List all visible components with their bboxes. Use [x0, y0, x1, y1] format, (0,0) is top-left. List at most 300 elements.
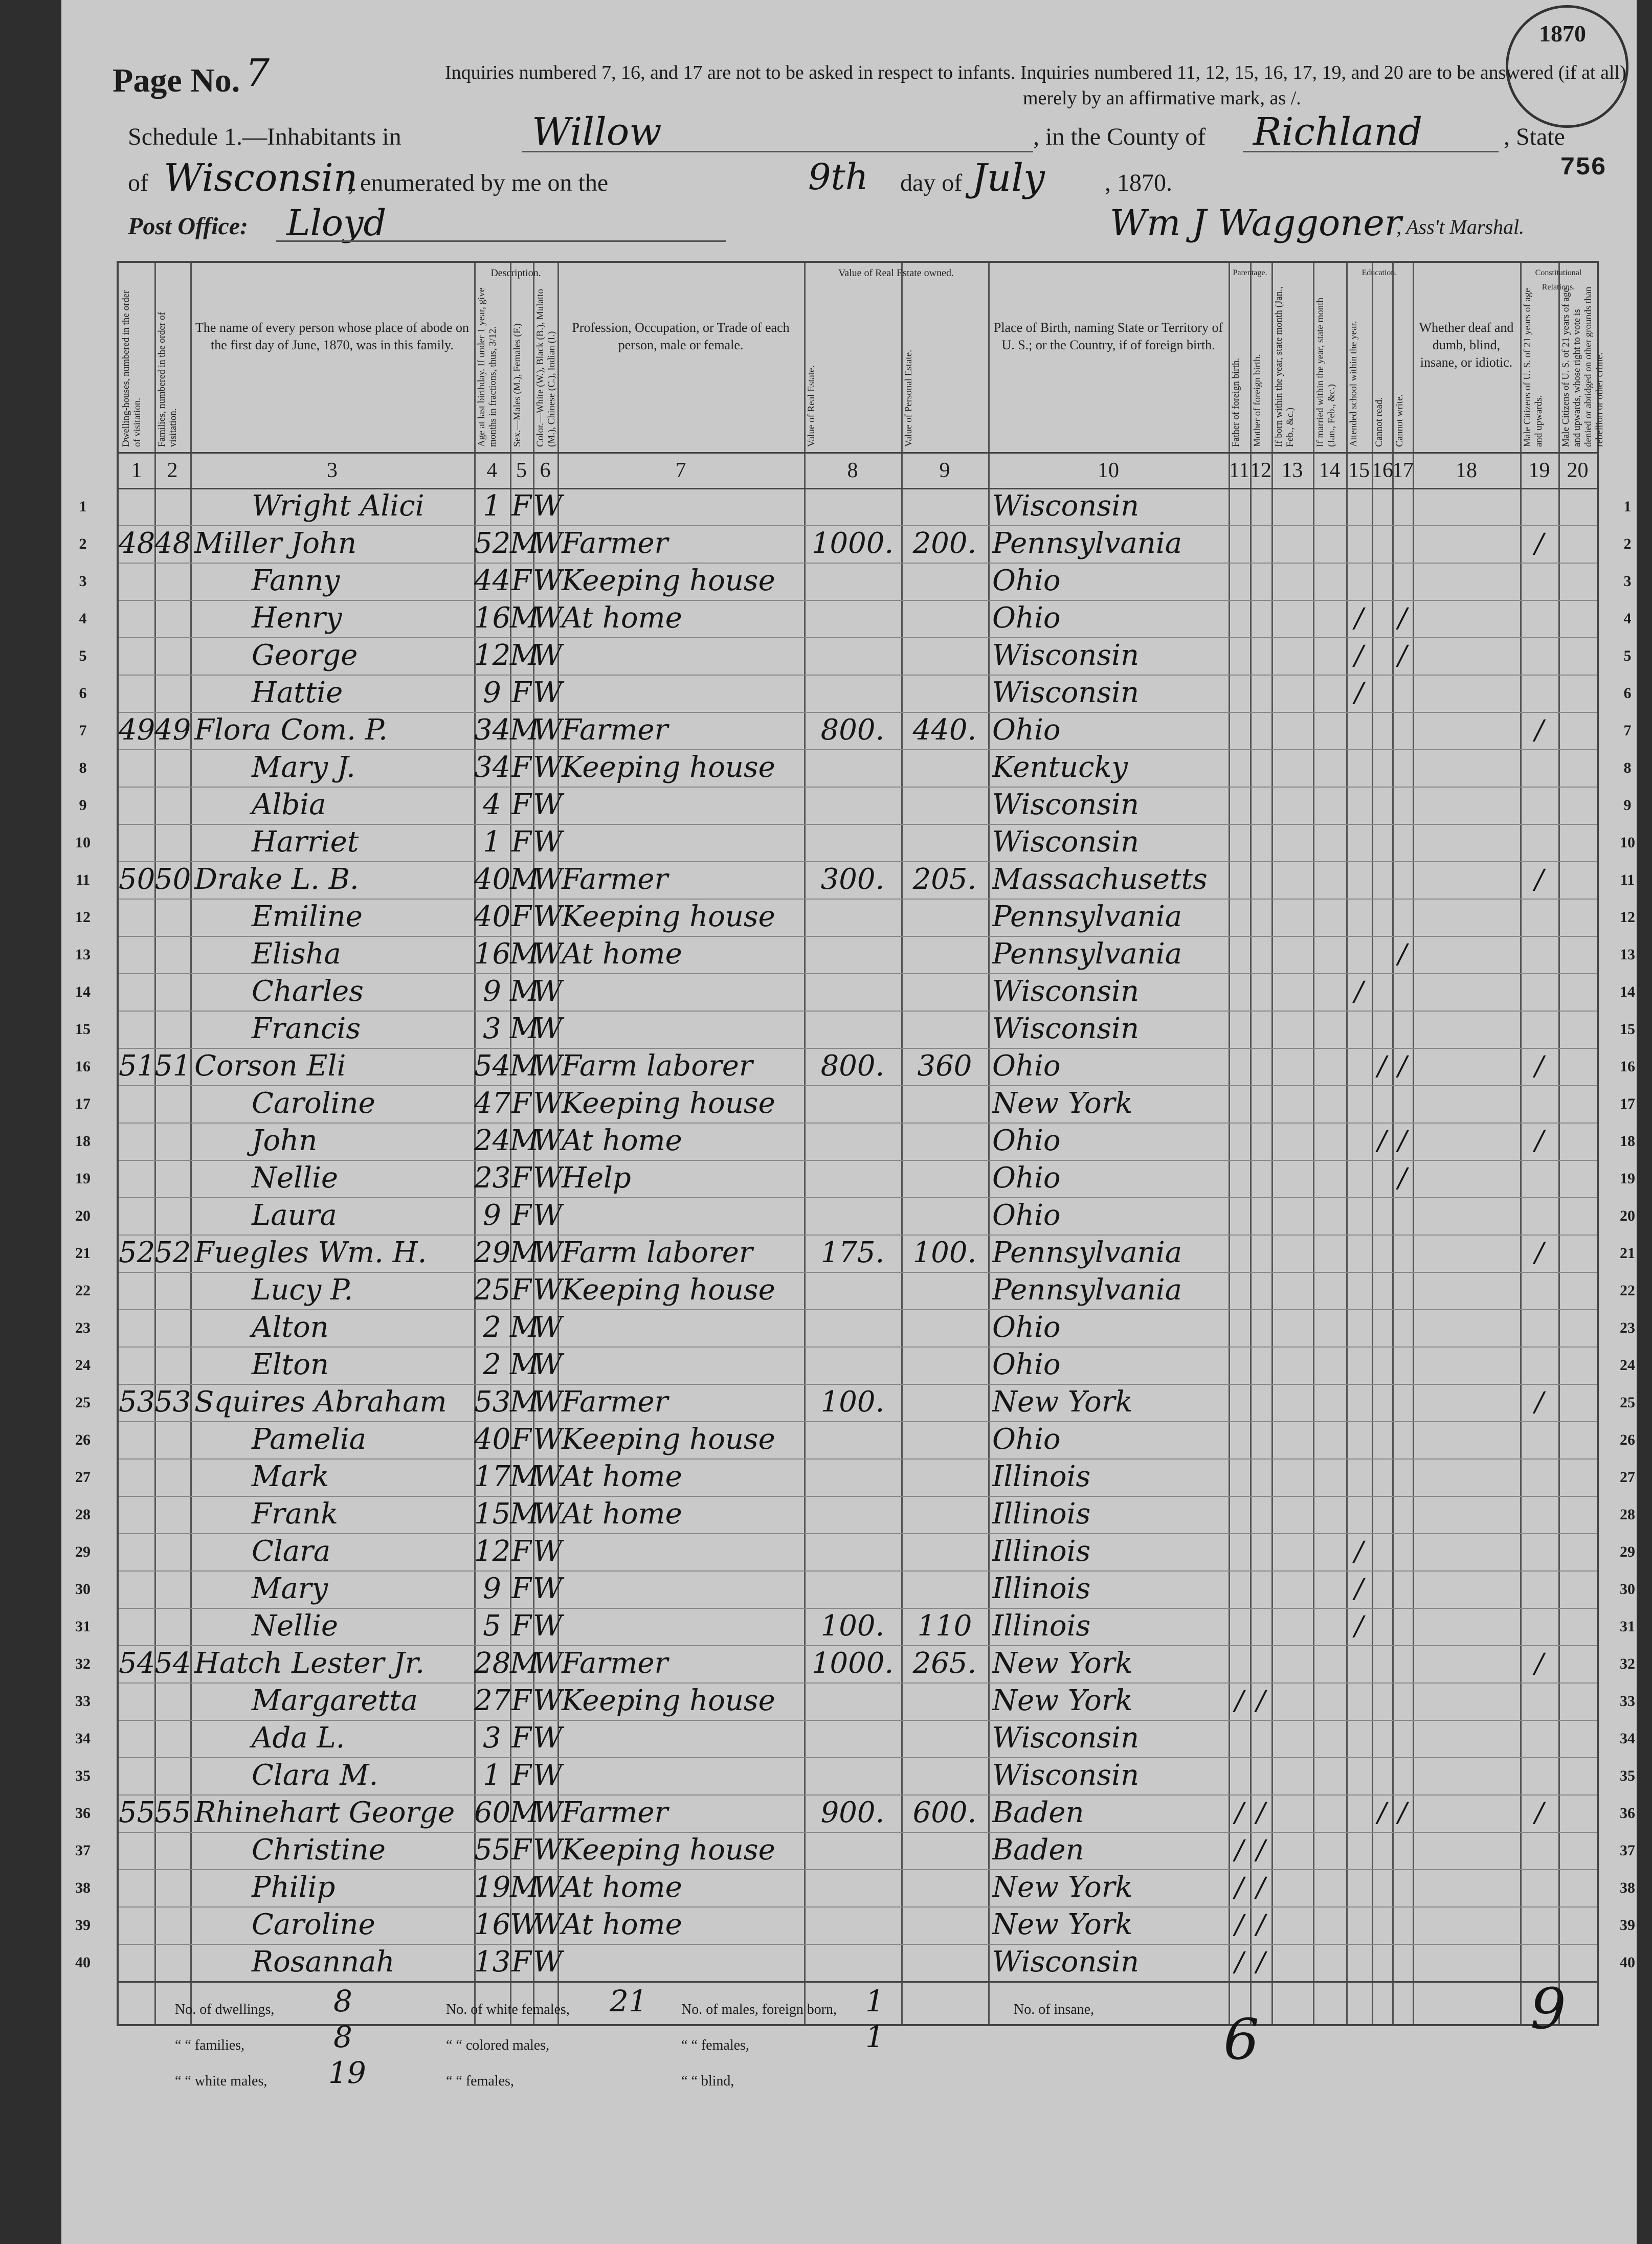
- cell-c16: [1372, 1756, 1392, 1795]
- cell-dw: [119, 1420, 154, 1459]
- cell-real: [804, 636, 901, 675]
- county-label: , in the County of: [1033, 123, 1206, 150]
- cell-occ: Keeping house: [562, 1423, 775, 1456]
- cell-dw: [119, 1308, 154, 1347]
- cell-birth: Illinois: [992, 1460, 1091, 1493]
- cell-c17: [1392, 1084, 1413, 1123]
- cell-c11: [1229, 860, 1250, 899]
- cell-occ: At home: [562, 1908, 682, 1941]
- cell-color: W: [533, 1049, 563, 1083]
- cell-c16: [1372, 1084, 1392, 1123]
- cell-age: 40: [474, 900, 511, 933]
- education-group-header: Education.: [1361, 268, 1397, 277]
- cell-c17: [1392, 1756, 1413, 1795]
- cell-dw: [119, 1943, 154, 1982]
- cell-real: [804, 748, 901, 787]
- cell-sex: M: [510, 975, 540, 1008]
- column-number: 12: [1250, 459, 1271, 482]
- cell-dw: [119, 748, 154, 787]
- cell-c17: [1392, 1196, 1413, 1235]
- cell-dw: [119, 562, 154, 600]
- cell-c19: [1520, 1009, 1558, 1048]
- cell-c19: /: [1534, 1051, 1544, 1082]
- row-number-right: 18: [1620, 1133, 1635, 1150]
- cell-sex: F: [511, 1087, 531, 1120]
- cell-c19: [1520, 1681, 1558, 1720]
- cell-pers: [901, 1495, 988, 1534]
- cell-c17: [1392, 1607, 1413, 1646]
- cell-sex: F: [511, 676, 531, 709]
- column-number: 10: [1098, 459, 1119, 482]
- cell-occ: Farmer: [562, 527, 668, 560]
- cell-c16: [1372, 1607, 1392, 1646]
- cell-c15: [1346, 1009, 1372, 1048]
- cell-c17: [1392, 1457, 1413, 1496]
- cell-birth: Ohio: [992, 564, 1061, 597]
- row-number-right: 17: [1620, 1095, 1635, 1112]
- cell-c11: [1229, 1121, 1250, 1160]
- cell-age: 13: [474, 1945, 511, 1979]
- cell-fam: [154, 897, 190, 936]
- cell-c19: /: [1534, 1126, 1544, 1156]
- row-number-right: 6: [1623, 685, 1632, 702]
- marshal-signature: Wm J Waggoner: [1110, 202, 1402, 244]
- cell-c12: [1250, 487, 1271, 526]
- cell-occ: [562, 1569, 804, 1608]
- cell-fam: [154, 786, 190, 824]
- footer-blind-label: “ “ blind,: [681, 2073, 734, 2089]
- cell-birth: Pennsylvania: [992, 937, 1182, 971]
- census-table: [75, 261, 1635, 2090]
- cell-name: Drake L. B.: [194, 863, 359, 896]
- cell-c16: [1372, 1569, 1392, 1608]
- footer-families: 8: [333, 2019, 352, 2054]
- cell-real: [804, 972, 901, 1011]
- cell-occ: [562, 487, 804, 526]
- cell-real: [804, 823, 901, 862]
- cell-real: [804, 786, 901, 824]
- cell-birth: Illinois: [992, 1572, 1091, 1605]
- cell-occ: At home: [562, 1460, 682, 1493]
- cell-real: [804, 1868, 901, 1907]
- cell-c12: [1250, 1196, 1271, 1235]
- cell-birth: Wisconsin: [992, 788, 1140, 821]
- row-number-right: 11: [1620, 871, 1635, 888]
- cell-fam: 53: [154, 1385, 191, 1419]
- cell-c15: /: [1354, 603, 1364, 634]
- cell-c17: [1392, 1345, 1413, 1384]
- cell-c12: [1250, 1383, 1271, 1422]
- footer-foreign-males: 1: [865, 1984, 884, 2018]
- cell-name: Philip: [252, 1871, 336, 1904]
- cell-occ: At home: [562, 937, 682, 971]
- row-number-left: 31: [75, 1618, 91, 1635]
- column-number: 13: [1281, 459, 1303, 482]
- cell-c11: [1229, 748, 1250, 787]
- cell-fam: [154, 1569, 190, 1608]
- cell-occ: Keeping house: [562, 1087, 775, 1120]
- cell-c11: [1229, 487, 1250, 526]
- cell-name: Lucy P.: [252, 1273, 353, 1307]
- cell-birth: Ohio: [992, 1161, 1061, 1195]
- column-header-8: Value of Real Estate.: [806, 365, 817, 447]
- cell-dw: 52: [119, 1236, 155, 1269]
- cell-birth: Wisconsin: [992, 1759, 1140, 1792]
- cell-c16: [1372, 860, 1392, 899]
- cell-birth: Pennsylvania: [992, 900, 1182, 933]
- cell-occ: At home: [562, 1124, 682, 1157]
- cell-c16: [1372, 1831, 1392, 1870]
- cell-pers: [901, 1271, 988, 1310]
- cell-birth: Wisconsin: [992, 676, 1140, 709]
- cell-birth: Wisconsin: [992, 1721, 1140, 1755]
- cell-sex: F: [511, 1535, 531, 1568]
- footer-colored-females-label: “ “ females,: [446, 2073, 514, 2089]
- cell-age: 34: [474, 713, 511, 747]
- cell-age: 16: [474, 1908, 511, 1941]
- cell-c17: [1392, 1831, 1413, 1870]
- cell-name: George: [252, 639, 358, 672]
- cell-birth: Wisconsin: [992, 1945, 1140, 1979]
- cell-name: Clara M.: [252, 1759, 378, 1792]
- cell-age: 17: [474, 1460, 511, 1493]
- cell-c11: [1229, 1607, 1250, 1646]
- cell-c16: [1372, 674, 1392, 712]
- cell-age: 16: [474, 601, 511, 635]
- cell-c12: [1250, 1756, 1271, 1795]
- cell-c12: [1250, 1532, 1271, 1571]
- cell-pers: [901, 1009, 988, 1048]
- cell-c19: [1520, 1905, 1558, 1944]
- cell-color: W: [533, 713, 563, 747]
- cell-color: W: [533, 1012, 563, 1045]
- cell-real: 300.: [820, 863, 885, 896]
- cell-age: 24: [474, 1124, 511, 1157]
- cell-sex: F: [511, 1721, 531, 1755]
- cell-age: 9: [483, 1199, 501, 1232]
- cell-birth: Kentucky: [992, 751, 1128, 784]
- cell-sex: F: [511, 1161, 531, 1195]
- cell-name: Laura: [252, 1199, 337, 1232]
- cell-c19: /: [1534, 1648, 1544, 1679]
- cell-occ: Keeping house: [562, 900, 775, 933]
- cell-occ: [562, 674, 804, 712]
- cell-c15: [1346, 1121, 1372, 1160]
- cell-c11: /: [1235, 1835, 1244, 1866]
- cell-dw: [119, 1009, 154, 1048]
- state-label: , State: [1504, 123, 1565, 150]
- cell-c15: [1346, 1681, 1372, 1720]
- row-number-right: 4: [1623, 610, 1632, 627]
- cell-real: [804, 1159, 901, 1198]
- column-divider: [1313, 263, 1314, 2024]
- cell-c12: [1250, 860, 1271, 899]
- column-header-11: Father of foreign birth.: [1231, 357, 1241, 447]
- cell-occ: [562, 1607, 804, 1646]
- constitutional-group-header: Constitutional Relations.: [1535, 268, 1582, 291]
- cell-real: [804, 935, 901, 974]
- cell-birth: Pennsylvania: [992, 527, 1182, 560]
- cell-c19: [1520, 823, 1558, 862]
- cell-fam: [154, 1420, 190, 1459]
- cell-occ: Farm laborer: [562, 1236, 753, 1269]
- cell-occ: [562, 1532, 804, 1571]
- cell-c15: [1346, 823, 1372, 862]
- cell-pers: 110: [917, 1609, 972, 1643]
- cell-c19: [1520, 1420, 1558, 1459]
- cell-c15: /: [1354, 640, 1364, 671]
- cell-occ: Keeping house: [562, 1273, 775, 1307]
- cell-name: Ada L.: [252, 1721, 345, 1755]
- cell-c17: [1392, 1495, 1413, 1534]
- footer-foreign-females: 1: [865, 2019, 884, 2054]
- cell-c17: [1392, 674, 1413, 712]
- cell-dw: [119, 599, 154, 638]
- cell-pers: [901, 1457, 988, 1496]
- column-header-10: Place of Birth, naming State or Territory of U. S.; or the Country, if of foreign birth.: [993, 320, 1223, 352]
- cell-color: W: [533, 788, 563, 821]
- cell-sex: F: [511, 1273, 531, 1307]
- footer-foreign-females-label: “ “ females,: [681, 2037, 749, 2053]
- cell-c16: [1372, 1868, 1392, 1907]
- column-header-12: Mother of foreign birth.: [1252, 354, 1263, 447]
- cell-c15: [1346, 1756, 1372, 1795]
- cell-name: Miller John: [194, 527, 357, 560]
- cell-c17: [1392, 786, 1413, 824]
- cell-fam: [154, 562, 190, 600]
- cell-c15: [1346, 1644, 1372, 1683]
- cell-c19: [1520, 935, 1558, 974]
- cell-real: 800.: [820, 713, 885, 747]
- row-number-left: 12: [75, 909, 91, 926]
- cell-c16: [1372, 1345, 1392, 1384]
- cell-c12: [1250, 748, 1271, 787]
- cell-c19: [1520, 1345, 1558, 1384]
- cell-pers: [901, 487, 988, 526]
- row-number-left: 38: [75, 1879, 91, 1896]
- column-number: 5: [516, 459, 527, 482]
- cell-dw: [119, 674, 154, 712]
- cell-c17: /: [1398, 1051, 1407, 1082]
- cell-age: 54: [474, 1049, 511, 1083]
- cell-c12: [1250, 1719, 1271, 1758]
- cell-color: W: [533, 639, 563, 672]
- enumerated-label: , enumerated by me on the: [348, 169, 609, 196]
- cell-dw: [119, 1905, 154, 1944]
- cell-sex: M: [510, 1236, 540, 1269]
- cell-c11: [1229, 1159, 1250, 1198]
- cell-c16: [1372, 524, 1392, 563]
- column-number: 20: [1567, 459, 1589, 482]
- cell-c11: [1229, 1495, 1250, 1534]
- column-header-16: Cannot read.: [1374, 397, 1385, 447]
- cell-fam: 55: [154, 1796, 191, 1829]
- row-number-right: 5: [1623, 647, 1632, 664]
- cell-color: W: [533, 937, 563, 971]
- footer-tally-col12: 6: [1223, 2007, 1259, 2072]
- row-number-right: 31: [1620, 1618, 1635, 1635]
- cell-sex: F: [511, 1684, 531, 1717]
- footer-white-females-label: No. of white females,: [446, 2002, 570, 2017]
- cell-age: 53: [474, 1385, 511, 1419]
- cell-c12: [1250, 1420, 1271, 1459]
- cell-c15: [1346, 711, 1372, 750]
- column-number: 11: [1229, 459, 1250, 482]
- post-office-label: Post Office:: [128, 213, 249, 240]
- cell-c17: [1392, 1644, 1413, 1683]
- cell-c17: [1392, 1308, 1413, 1347]
- cell-color: W: [533, 900, 563, 933]
- cell-color: W: [533, 1423, 563, 1456]
- cell-dw: [119, 1457, 154, 1496]
- column-header-3: The name of every person whose place of abode on the first day of June, 1870, was in this family.: [195, 320, 469, 352]
- cell-birth: Ohio: [992, 1311, 1061, 1344]
- cell-fam: [154, 1831, 190, 1870]
- cell-color: W: [533, 601, 563, 635]
- cell-fam: [154, 748, 190, 787]
- row-number-left: 13: [75, 946, 91, 963]
- cell-birth: Illinois: [992, 1497, 1091, 1531]
- cell-c12: [1250, 823, 1271, 862]
- column-header-18: Whether deaf and dumb, blind, insane, or idiotic.: [1419, 320, 1514, 370]
- cell-fam: [154, 1495, 190, 1534]
- cell-c12: [1250, 1121, 1271, 1160]
- cell-c16: [1372, 487, 1392, 526]
- row-number-left: 15: [75, 1021, 91, 1038]
- sheet-number: 756: [1559, 153, 1606, 183]
- cell-c19: /: [1534, 715, 1544, 746]
- cell-dw: [119, 786, 154, 824]
- cell-name: Caroline: [252, 1087, 375, 1120]
- of-label: of: [128, 169, 148, 196]
- cell-c12: [1250, 674, 1271, 712]
- cell-dw: [119, 1681, 154, 1720]
- cell-c12: [1250, 972, 1271, 1011]
- column-divider: [1413, 263, 1414, 2024]
- cell-c11: [1229, 1084, 1250, 1123]
- cell-c19: [1520, 674, 1558, 712]
- cell-c16: [1372, 1943, 1392, 1982]
- cell-dw: 55: [119, 1796, 155, 1829]
- cell-sex: F: [511, 788, 531, 821]
- row-number-left: 37: [75, 1842, 91, 1859]
- cell-sex: F: [511, 1945, 531, 1979]
- place-name: Willow: [532, 110, 662, 154]
- cell-c12: /: [1256, 1910, 1265, 1940]
- row-number-right: 12: [1620, 909, 1635, 926]
- cell-occ: [562, 972, 804, 1011]
- cell-c16: [1372, 1681, 1392, 1720]
- row-number-right: 14: [1620, 983, 1635, 1000]
- cell-c15: /: [1354, 1574, 1364, 1604]
- footer-white-males-label: “ “ white males,: [175, 2073, 267, 2089]
- column-number: 4: [486, 459, 498, 482]
- cell-c16: [1372, 823, 1392, 862]
- cell-occ: Keeping house: [562, 751, 775, 784]
- cell-age: 3: [483, 1012, 501, 1045]
- cell-occ: [562, 636, 804, 675]
- footer-dwellings: 8: [333, 1984, 352, 2018]
- cell-c16: [1372, 972, 1392, 1011]
- cell-name: Fanny: [252, 564, 340, 597]
- column-number: 18: [1456, 459, 1477, 482]
- cell-c17: [1392, 487, 1413, 526]
- cell-pers: 205.: [912, 863, 977, 896]
- cell-name: Alton: [252, 1311, 329, 1344]
- cell-real: [804, 599, 901, 638]
- cell-c19: [1520, 599, 1558, 638]
- cell-occ: Farmer: [562, 1385, 668, 1419]
- cell-c15: [1346, 1793, 1372, 1832]
- cell-age: 55: [474, 1833, 511, 1867]
- row-number-right: 30: [1620, 1581, 1635, 1598]
- cell-occ: [562, 1345, 804, 1384]
- cell-c16: [1372, 1009, 1392, 1048]
- cell-occ: [562, 1719, 804, 1758]
- cell-pers: 440.: [912, 713, 977, 747]
- row-number-left: 10: [75, 834, 91, 851]
- row-number-left: 20: [75, 1207, 91, 1224]
- cell-birth: Wisconsin: [992, 975, 1140, 1008]
- cell-fam: 54: [154, 1647, 191, 1680]
- column-number: 7: [675, 459, 686, 482]
- cell-c16: [1372, 599, 1392, 638]
- cell-c15: [1346, 1233, 1372, 1272]
- cell-c11: [1229, 1047, 1250, 1086]
- cell-age: 60: [474, 1796, 511, 1829]
- cell-color: W: [533, 825, 563, 859]
- cell-c11: [1229, 1271, 1250, 1310]
- cell-color: W: [533, 1087, 563, 1120]
- cell-name: Nellie: [252, 1609, 339, 1643]
- cell-pers: [901, 1084, 988, 1123]
- cell-name: Mary J.: [252, 751, 355, 784]
- cell-c17: /: [1398, 603, 1407, 634]
- cell-sex: M: [510, 1385, 540, 1419]
- cell-name: Caroline: [252, 1908, 375, 1941]
- cell-real: [804, 1009, 901, 1048]
- cell-c16: [1372, 935, 1392, 974]
- cell-color: W: [533, 1236, 563, 1269]
- column-header-4: Age at last birthday. If under 1 year, give months in fractions, thus, 3/12.: [476, 287, 498, 447]
- row-number-left: 26: [75, 1431, 91, 1448]
- cell-c16: [1372, 1457, 1392, 1496]
- cell-fam: 50: [154, 863, 191, 896]
- cell-c12: [1250, 1569, 1271, 1608]
- footer-insane-label: No. of insane,: [1014, 2002, 1095, 2017]
- row-number-left: 19: [75, 1170, 91, 1187]
- cell-dw: [119, 823, 154, 862]
- cell-dw: [119, 1831, 154, 1870]
- footer-tally-col19: 9: [1530, 1976, 1566, 2041]
- cell-pers: [901, 748, 988, 787]
- cell-c19: [1520, 897, 1558, 936]
- cell-sex: F: [511, 1199, 531, 1232]
- cell-c17: [1392, 1420, 1413, 1459]
- cell-c17: [1392, 1009, 1413, 1048]
- cell-fam: [154, 1121, 190, 1160]
- cell-c15: [1346, 1719, 1372, 1758]
- cell-c17: /: [1398, 1798, 1407, 1828]
- cell-occ: At home: [562, 601, 682, 635]
- cell-real: [804, 897, 901, 936]
- cell-dw: [119, 1159, 154, 1198]
- cell-fam: [154, 1943, 190, 1982]
- row-number-left: 22: [75, 1282, 91, 1299]
- cell-dw: 54: [119, 1647, 155, 1680]
- row-number-left: 9: [79, 797, 87, 814]
- cell-sex: F: [511, 1609, 531, 1643]
